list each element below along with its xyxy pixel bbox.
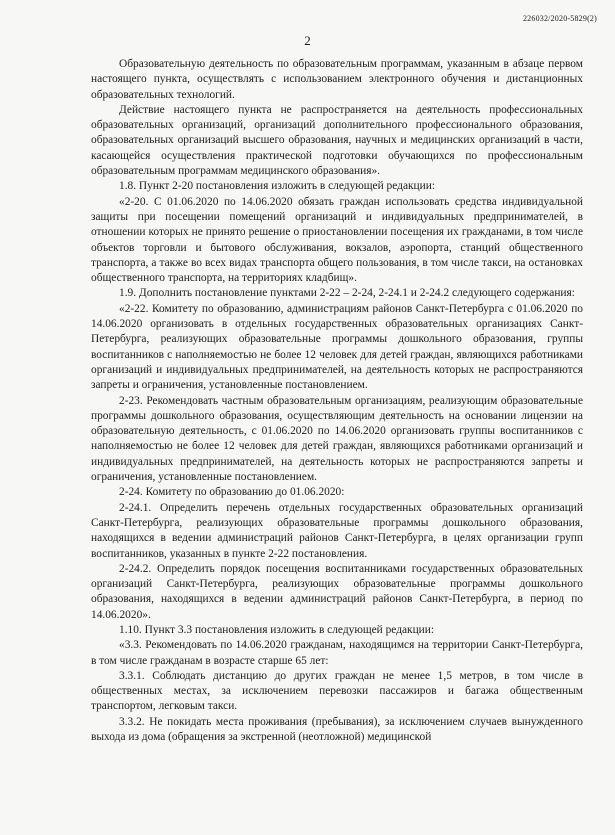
paragraph-9: 2-24.1. Определить перечень отдельных государственных образовательных организаций Санкт-Петербурга, реализующих образовательные программы дошкольного образования, находящихся в ведении администраций районов Санкт-Петербурга, в целях организации групп воспитанников, указанных в пункте 2-22 постановления. xyxy=(91,501,583,560)
paragraph-2: Действие настоящего пункта не распространяется на деятельность профессиональных образовательных организаций, организаций дополнительного профессионального образования, образовательных организаций высшего образования, научных и медицинских организаций в части, касающейся осуществления практической подготовки обучающихся по профессиональным образовательным программам медицинского образования». xyxy=(91,103,583,178)
paragraph-3: 1.8. Пункт 2-20 постановления изложить в следующей редакции: xyxy=(119,180,435,193)
paragraph-4: «2-20. С 01.06.2020 по 14.06.2020 обязать граждан использовать средства индивидуальной защиты при посещении помещений организаций и индивидуальных предпринимателей, в отношении которых не принято решение о приостановлении посещения их гражданами, в том числе объектов торговли и бытового обслуживания, вокзалов, аэропорта, станций общественного транспорта, а также во всех видах транспорта общего пользования, в том числе такси, на остановках общественного транспорта, на территориях кладбищ». xyxy=(91,195,583,285)
document-id: 226032/2020-5829(2) xyxy=(522,14,597,23)
paragraph-14: 3.3.2. Не покидать места проживания (пребывания), за исключением случаев вынужденного выхода из дома (обращения за экстренной (неотложной) медицинской xyxy=(91,715,583,744)
paragraph-7: 2-23. Рекомендовать частным образовательным организациям, реализующим образовательные программы дошкольного образования, осуществляющим деятельность на основании лицензии на образовательную деятельность, с 01.06.2020 по 14.06.2020 организовать группы воспитанников с наполняемостью не более 12 человек для детей граждан, являющихся работниками организаций и индивидуальных предпринимателей, на деятельность которых не распространяются запреты и ограничения, установленные постановлением. xyxy=(91,394,583,484)
paragraph-13: 3.3.1. Соблюдать дистанцию до других граждан не менее 1,5 метров, в том числе в общественных местах, за исключением перевозки пассажиров и багажа общественным транспортом, легковым такси. xyxy=(91,669,583,713)
paragraph-6: «2-22. Комитету по образованию, администрациям районов Санкт-Петербурга с 01.06.2020 по 14.06.2020 организовать в отдельных государственных образовательных организациях Санкт-Петербурга, реализующих образовательные программы дошкольного образования, группы воспитанников с наполняемостью не более 12 человек для детей граждан, являющихся работниками организаций и индивидуальных предпринимателей, на деятельность которых не распространяются запреты и ограничения, установленные постановлением. xyxy=(91,302,583,392)
paragraph-8: 2-24. Комитету по образованию до 01.06.2020: xyxy=(119,486,345,499)
page-number: 2 xyxy=(304,33,311,48)
paragraph-1: Образовательную деятельность по образовательным программам, указанным в абзаце первом настоящего пункта, осуществлять с использованием электронного обучения и дистанционных образовательных технологий. xyxy=(91,58,583,101)
paragraph-5: 1.9. Дополнить постановление пунктами 2-22 – 2-24, 2-24.1 и 2-24.2 следующего содержания: xyxy=(119,287,575,300)
paragraph-12: «3.3. Рекомендовать по 14.06.2020 гражданам, находящимся на территории Санкт-Петербурга, в том числе гражданам в возрасте старше 65 лет: xyxy=(91,639,583,667)
document-body xyxy=(91,57,583,745)
paragraph-11: 1.10. Пункт 3.3 постановления изложить в следующей редакции: xyxy=(119,623,435,636)
paragraph-10: 2-24.2. Определить порядок посещения воспитанниками государственных образовательных организаций Санкт-Петербурга, реализующих образовательные программы дошкольного образования, находящихся в ведении администраций районов Санкт-Петербурга, в период по 14.06.2020». xyxy=(91,562,583,621)
